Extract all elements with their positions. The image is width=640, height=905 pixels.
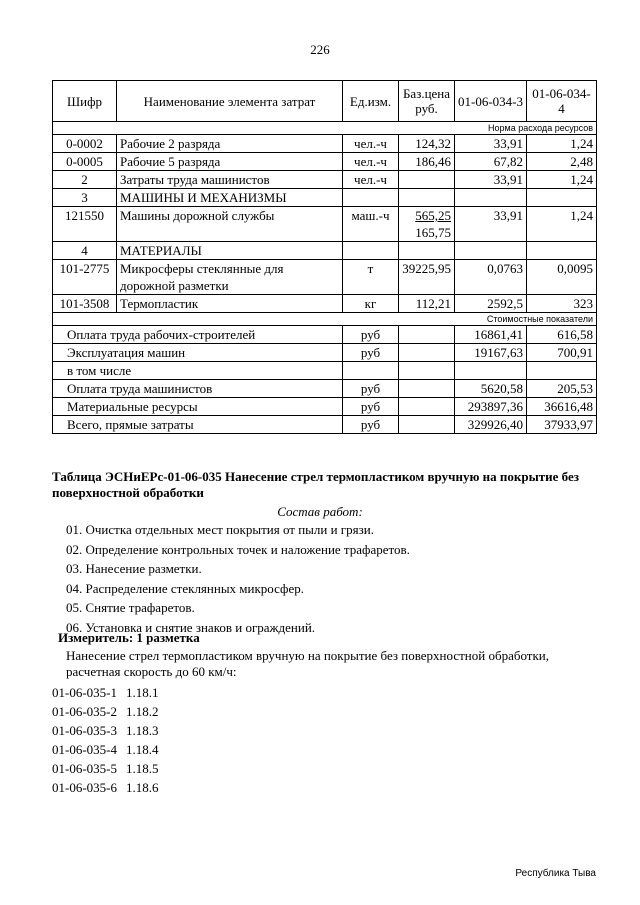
summary-unit: руб <box>343 398 399 416</box>
price-value-2: 165,75 <box>415 225 451 240</box>
summary-name: Материальные ресурсы <box>53 398 343 416</box>
list-item <box>52 683 159 702</box>
list-item: 06. Установка и снятие знаков и ограждений. <box>66 619 316 635</box>
list-item: 04. Распределение стеклянных микросфер. <box>66 580 304 596</box>
code-ref: 1.18.2 <box>126 704 159 719</box>
header-code: Шифр <box>53 81 117 122</box>
summary-value-2: 37933,97 <box>527 416 597 434</box>
cost-label: Стоимостные показатели <box>53 313 597 326</box>
cell-value-2: 1,24 <box>527 171 597 189</box>
table-row <box>53 153 597 171</box>
summary-unit: руб <box>343 416 399 434</box>
cell-unit: т <box>343 260 399 295</box>
page-number: 226 <box>310 42 330 57</box>
table-row <box>53 135 597 153</box>
summary-unit: руб <box>343 344 399 362</box>
cell-unit: чел.-ч <box>343 153 399 171</box>
summary-row <box>53 380 597 398</box>
cell-value-1: 33,91 <box>455 207 527 242</box>
cell-price: 39225,95 <box>399 260 455 295</box>
code: 01-06-035-4 <box>52 742 117 757</box>
table-row <box>53 207 597 242</box>
table-row <box>53 171 597 189</box>
list-item <box>52 759 159 778</box>
header-col-2: 01-06-034-4 <box>527 81 597 122</box>
footer-region: Республика Тыва <box>515 868 596 879</box>
cell-name: Микросферы стеклянные для дорожной разметки <box>117 260 343 295</box>
summary-value-2: 700,91 <box>527 344 597 362</box>
header-unit: Ед.изм. <box>343 81 399 122</box>
cell-value-1: 67,82 <box>455 153 527 171</box>
cell-name: Затраты труда машинистов <box>117 171 343 189</box>
code-ref: 1.18.1 <box>126 685 159 700</box>
cell-value-2: 2,48 <box>527 153 597 171</box>
cell-value-2: 1,24 <box>527 207 597 242</box>
cell-name: Машины дорожной службы <box>117 207 343 242</box>
list-item <box>52 778 159 797</box>
cell-unit: маш.-ч <box>343 207 399 242</box>
cell-unit: чел.-ч <box>343 171 399 189</box>
cell-value-1: 0,0763 <box>455 260 527 295</box>
list-item: 03. Нанесение разметки. <box>66 561 202 576</box>
summary-value-2: 205,53 <box>527 380 597 398</box>
list-item: 05. Снятие трафаретов. <box>66 600 195 615</box>
cell-code: 4 <box>53 242 117 260</box>
list-item <box>52 740 159 759</box>
header-name: Наименование элемента затрат <box>117 81 343 122</box>
cell-price: 124,32 <box>399 135 455 153</box>
table-row <box>53 260 597 295</box>
resource-table <box>52 80 597 434</box>
cell-value-2: 0,0095 <box>527 260 597 295</box>
summary-row <box>53 398 597 416</box>
cell-unit: кг <box>343 295 399 313</box>
list-item: 01. Очистка отдельных мест покрытия от пыли и грязи. <box>66 522 374 537</box>
table-header-row <box>53 81 597 122</box>
cell-value-1: 33,91 <box>455 171 527 189</box>
list-item <box>52 721 159 740</box>
summary-unit: руб <box>343 326 399 344</box>
header-price: Баз.цена руб. <box>399 81 455 122</box>
section-title: МАШИНЫ И МЕХАНИЗМЫ <box>117 189 343 207</box>
summary-unit: руб <box>343 380 399 398</box>
cell-price: 186,46 <box>399 153 455 171</box>
price-value: 565,25 <box>415 208 451 223</box>
summary-value-1: 16861,41 <box>455 326 527 344</box>
list-item: 02. Определение контрольных точек и наложение трафаретов. <box>66 541 410 557</box>
cell-name: Рабочие 2 разряда <box>117 135 343 153</box>
summary-row <box>53 344 597 362</box>
summary-value-1: 19167,63 <box>455 344 527 362</box>
cell-code: 121550 <box>53 207 117 242</box>
cell-value-1: 2592,5 <box>455 295 527 313</box>
cell-code: 3 <box>53 189 117 207</box>
description: Нанесение стрел термопластиком вручную на покрытие без поверхностной обработки, расчетная скорость до 60 км/ч: <box>66 648 549 679</box>
cell-name: Рабочие 5 разряда <box>117 153 343 171</box>
code: 01-06-035-1 <box>52 685 117 700</box>
cell-code: 0-0005 <box>53 153 117 171</box>
norm-label: Норма расхода ресурсов <box>53 122 597 135</box>
summary-value-1: 329926,40 <box>455 416 527 434</box>
cell-price <box>399 171 455 189</box>
cell-price: 112,21 <box>399 295 455 313</box>
summary-name: Оплата труда машинистов <box>53 380 343 398</box>
code-list <box>52 683 159 797</box>
cell-value-1: 33,91 <box>455 135 527 153</box>
cell-value-2: 1,24 <box>527 135 597 153</box>
norm-label-row <box>53 122 597 135</box>
code: 01-06-035-3 <box>52 723 117 738</box>
list-item <box>52 702 159 721</box>
cell-code: 0-0002 <box>53 135 117 153</box>
code: 01-06-035-5 <box>52 761 117 776</box>
summary-row <box>53 416 597 434</box>
cell-code: 2 <box>53 171 117 189</box>
summary-value-1: 5620,58 <box>455 380 527 398</box>
cell-price <box>399 207 455 242</box>
summary-value-2: 616,58 <box>527 326 597 344</box>
summary-name: в том числе <box>53 362 343 380</box>
summary-value-1: 293897,36 <box>455 398 527 416</box>
table-caption: Таблица ЭСНиЕРс-01-06-035 Нанесение стрел термопластиком вручную на покрытие без поверхностной обработки <box>52 469 579 500</box>
works-title: Состав работ: <box>277 504 363 519</box>
cell-name: Термопластик <box>117 295 343 313</box>
cell-unit: чел.-ч <box>343 135 399 153</box>
cell-code: 101-3508 <box>53 295 117 313</box>
section-title: МАТЕРИАЛЫ <box>117 242 343 260</box>
cell-value-2: 323 <box>527 295 597 313</box>
section-row <box>53 242 597 260</box>
code: 01-06-035-6 <box>52 780 117 795</box>
cost-label-row <box>53 313 597 326</box>
code-ref: 1.18.6 <box>126 780 159 795</box>
table-row <box>53 295 597 313</box>
summary-row <box>53 326 597 344</box>
summary-name: Эксплуатация машин <box>53 344 343 362</box>
header-col-1: 01-06-034-3 <box>455 81 527 122</box>
works-list <box>66 520 410 637</box>
code-ref: 1.18.3 <box>126 723 159 738</box>
summary-value-2: 36616,48 <box>527 398 597 416</box>
code: 01-06-035-2 <box>52 704 117 719</box>
cell-code: 101-2775 <box>53 260 117 295</box>
summary-name: Оплата труда рабочих-строителей <box>53 326 343 344</box>
summary-row <box>53 362 597 380</box>
measure-unit: Измеритель: 1 разметка <box>58 630 200 645</box>
summary-name: Всего, прямые затраты <box>53 416 343 434</box>
code-ref: 1.18.4 <box>126 742 159 757</box>
section-row <box>53 189 597 207</box>
code-ref: 1.18.5 <box>126 761 159 776</box>
